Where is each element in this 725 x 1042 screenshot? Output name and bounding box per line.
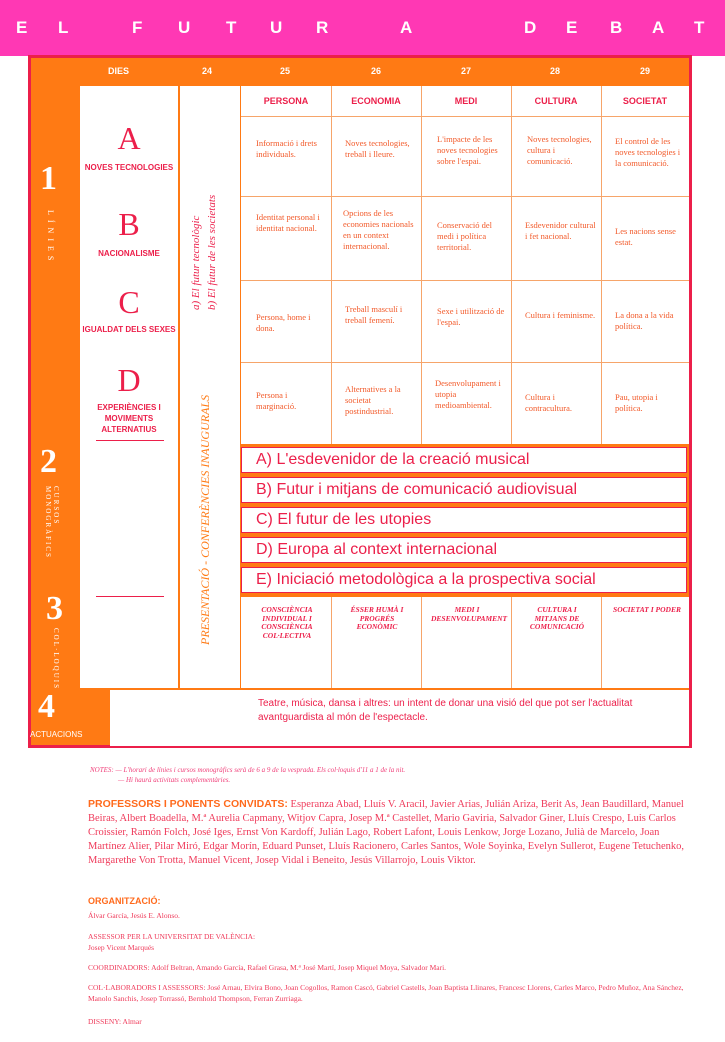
grid-divider (241, 362, 689, 363)
column-header: PERSONA (263, 96, 309, 106)
professors-block (88, 797, 688, 868)
column-header: CULTURA (534, 96, 578, 106)
lines-divider (96, 440, 164, 441)
banner-letter: A (400, 18, 413, 37)
professors-names: Esperanza Abad, Lluís V. Aracil, Javier Arias, Julián Ariza, Berit As, Jean Baudillard, Manuel Beiras, Albert Boadella, M.ª Aurelia Capmany, Witjov Capra, Josep M.ª Castellet, Mario Gaviria, Salvador Giner, Lluís Crespo, Luis Carlos Croissier, Ramón Folch, José Iges, Ernst Von Kardoff, Julián Lago, Robert Lafont, Louis Lenkow, Jorge Lozano, Julià de Marcelo, Joan Martínez Alier, Pilar Miró, Edgar Morín, Eduard Punset, Lluís Racionero, Carles Santos, Wole Soyinka, Evelyn Sullerot, Eugene Tetuchenko, Margarethe Von Trotta, Manuel Vicent, Josep Vidal i Beneito, Jesús Villarrojo, Louis Viktor. (88, 799, 684, 866)
grid-cell: Sexe i utilització de l'espai. (437, 306, 505, 327)
grid-cell: Desenvolupament i utopia medioambiental. (435, 378, 501, 410)
colloquium-cell: MEDI I DESENVOLUPAMENT (431, 605, 508, 623)
grid-cell: Cultura i feminisme. (525, 310, 596, 320)
column-header: MEDI (454, 96, 478, 106)
assessor-name: Josep Vicent Marqués (88, 943, 155, 952)
days-bar (31, 58, 689, 84)
section-number: 1 (40, 160, 57, 197)
banner-letter: T (694, 18, 705, 37)
course-row (241, 537, 687, 563)
courses-divider (96, 596, 164, 597)
colloquium-cell: SOCIETAT I PODER (613, 605, 681, 614)
grid-cell: Alternatives a la societat postindustrial. (345, 384, 401, 416)
banner-letter: R (316, 18, 329, 37)
day-number: 24 (202, 66, 213, 76)
section-vertical-label: CURSOS MONOGRÀFICS (44, 486, 60, 559)
grid-cell: Cultura i contracultura. (525, 392, 572, 413)
grid-divider (241, 116, 689, 117)
presentacio-wrap (198, 360, 220, 680)
notes-line: NOTES: — L'horari de línies i cursos monogràfics serà de 6 a 9 de la vesprada. Els col·loquis d'11 a 1 de la nit. (90, 766, 406, 774)
line-title: NOVES TECNOLOGIES (84, 163, 174, 172)
line-letter: C (118, 284, 140, 320)
actuacions-label: ACTUACIONS (30, 730, 83, 739)
grid-cell: Opcions de les economies nacionals en un context internacional. (343, 208, 414, 251)
grid-cell: Conservació del medi i política territorial. (437, 220, 492, 252)
section-vertical-label: LÍNIES (46, 210, 55, 266)
colloquium-cell: CULTURA I MITJANS DE COMUNICACIÓ (529, 605, 585, 631)
grid-cell: Noves tecnologies, cultura i comunicació. (527, 134, 592, 166)
day-number: 25 (280, 66, 291, 76)
course-title: C) El futur de les utopies (256, 511, 432, 528)
day-number: 28 (550, 66, 561, 76)
line-title: EXPERIÈNCIES I MOVIMENTS ALTERNATIUS (97, 403, 161, 434)
grid-cell: Esdevenidor cultural i fet nacional. (525, 220, 596, 241)
banner-letter: A (652, 18, 665, 37)
banner-letter: L (58, 18, 69, 37)
column-header: ECONOMIA (351, 96, 401, 106)
grid-cell: Persona, home i dona. (256, 312, 311, 333)
day-number: 29 (640, 66, 651, 76)
grid-cell: L'impacte de les noves tecnologies sobre l'espai. (437, 134, 498, 166)
grid-divider (241, 196, 689, 197)
banner-letter: U (270, 18, 283, 37)
section-vertical-label: COL·LOQUIS (52, 628, 60, 690)
colloquium-cell: CONSCIÈNCIA INDIVIDUAL I CONSCIÈNCIA COL·LECTIVA (261, 605, 313, 640)
presentacio-label: PRESENTACIÓ - CONFERÈNCIES INAUGURALS (198, 394, 212, 646)
title-banner (0, 0, 725, 56)
course-title: D) Europa al context internacional (256, 541, 498, 558)
banner-letter: T (226, 18, 237, 37)
course-title: B) Futur i mitjans de comunicació audiovisual (256, 481, 578, 498)
line-letter: A (117, 120, 141, 156)
collaborators: COL·LABORADORS I ASSESSORS: José Arnau, Elvira Bono, Joan Cogollos, Ramon Cascó, Gabriel Castells, Joan Baptista Llinares, Francesc Llorens, Carles Marco, Pedro Muñoz, Ana Sánchez, Manolo Sanchis, Josep Torrassó, Bernhold Thompson, Ferran Zurriaga. (88, 983, 684, 1003)
section-number: 3 (46, 590, 63, 627)
course-row (241, 477, 687, 503)
colloquium-cell: ÉSSER HUMÀ I PROGRÉS ECONÒMIC (350, 605, 404, 631)
futur-societats: b) El futur de les societats (206, 194, 218, 310)
course-row (241, 447, 687, 473)
section-number: 2 (40, 443, 57, 480)
grid-cell: Les nacions sense estat. (615, 226, 676, 247)
course-title: E) Iniciació metodològica a la prospectiva social (256, 571, 596, 588)
course-title: A) L'esdevenidor de la creació musical (256, 451, 530, 468)
line-letter: D (117, 362, 141, 398)
notes-line: — Hi haurà activitats complementàries. (118, 776, 231, 784)
org-title: ORGANITZACIÓ: (88, 896, 161, 906)
assessor-title: ASSESSOR PER LA UNIVERSITAT DE VALÈNCIA: (88, 932, 256, 941)
line-title: IGUALDAT DELS SEXES (82, 325, 176, 334)
banner-letter: E (16, 18, 28, 37)
day-number: 26 (371, 66, 382, 76)
banner-letter: D (524, 18, 537, 37)
grid-cell: Treball masculí i treball femení. (345, 304, 403, 325)
grid-divider (511, 86, 512, 444)
grid-cell: Pau, utopia i política. (615, 392, 658, 413)
grid-cell: Informació i drets individuals. (256, 138, 317, 159)
line-letter: B (118, 206, 140, 242)
design-credit: DISSENY: Almar (88, 1017, 142, 1026)
grid-cell: El control de les noves tecnologies i la comunicació. (615, 136, 681, 168)
banner-letter: E (566, 18, 578, 37)
actuacions-text: Teatre, música, dansa i altres: un intent de donar una visió del que pot ser l'actualitat avantguardista al món de l'espectacle. (258, 698, 633, 723)
course-row (241, 567, 687, 593)
day-number: 27 (461, 66, 472, 76)
line-title: NACIONALISME (98, 249, 160, 258)
professors-heading: PROFESSORS I PONENTS CONVIDATS: (88, 798, 288, 810)
grid-divider (331, 597, 332, 688)
grid-divider (241, 280, 689, 281)
banner-letter: F (132, 18, 143, 37)
coordinators: COORDINADORS: Adolf Beltran, Amando García, Rafael Grasa, M.ª José Martí, Josep Miquel Moya, Salvador Mari. (88, 963, 447, 972)
grid-divider (601, 597, 602, 688)
org-names: Álvar García, Jesús E. Alonso. (88, 911, 180, 920)
futur-tecnologic: a) El futur tecnològic (190, 215, 202, 310)
grid-divider (421, 86, 422, 444)
grid-cell: Persona i marginació. (256, 390, 297, 411)
grid-divider (601, 86, 602, 444)
grid-divider (511, 597, 512, 688)
grid-cell: Identitat personal i identitat nacional. (256, 212, 320, 233)
days-label: DIES (108, 66, 130, 76)
grid-cell: Noves tecnologies, treball i lleure. (345, 138, 410, 159)
course-row (241, 507, 687, 533)
section-number: 4 (38, 688, 55, 725)
grid-divider (331, 86, 332, 444)
banner-letter: B (610, 18, 623, 37)
banner-letter: U (178, 18, 191, 37)
column-header: SOCIETAT (622, 96, 668, 106)
grid-cell: La dona a la vida política. (615, 310, 674, 331)
grid-divider (421, 597, 422, 688)
